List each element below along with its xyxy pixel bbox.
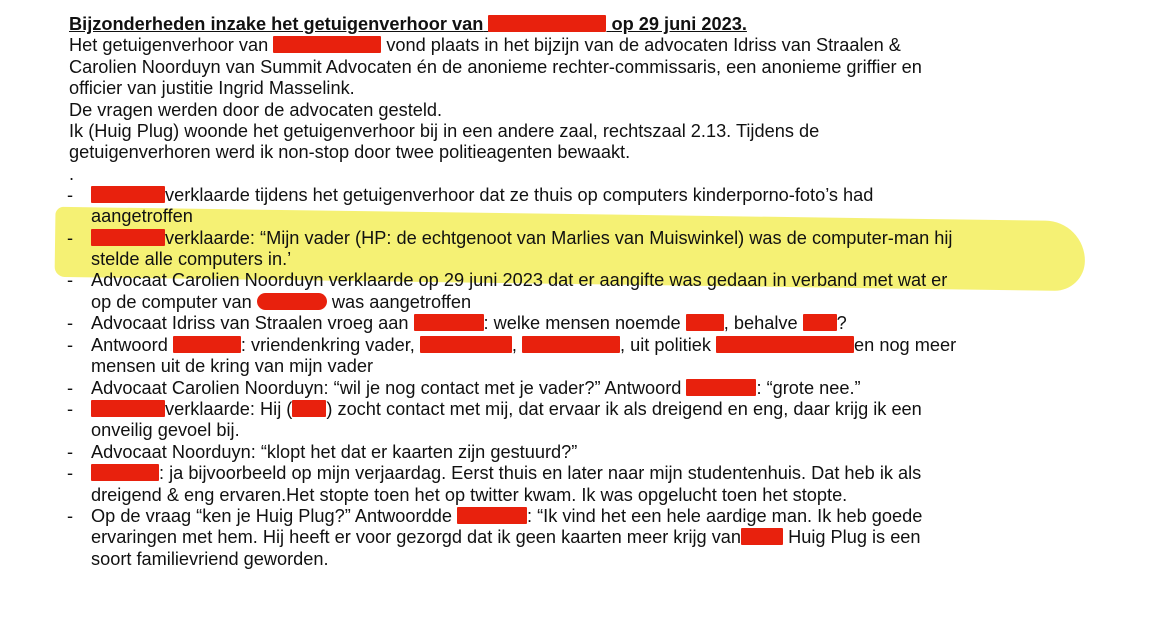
bullet-dash: - [67,313,74,334]
redaction-mark [457,507,527,524]
text-span: mensen uit de kring van mijn vader [91,356,374,377]
text-span: : “grote nee.” [756,377,861,398]
redaction-mark [91,400,165,417]
list-item [69,335,1149,378]
redaction-mark [273,36,381,53]
text-span: dreigend & eng ervaren.Het stopte toen het op twitter kwam. Ik was opgelucht toen het stopte. [91,484,848,505]
text-span: Advocaat Carolien Noorduyn verklaarde op 29 juni 2023 dat er aangifte was gedaan in verband met wat er [91,270,948,291]
title-text-end: op 29 juni 2023. [611,14,747,34]
text-span: Huig Plug is een [788,527,921,548]
text-span: vond plaats in het bijzijn van de advocaten Idriss van Straalen & [386,35,901,56]
redaction-mark [91,464,159,481]
list-item [69,270,1149,313]
stray-dot: . [69,163,75,184]
text-span: op de computer van [91,291,252,312]
text-span: Op de vraag “ken je Huig Plug?” Antwoordde [91,505,452,526]
redaction-mark [488,15,606,32]
document-page [69,14,1149,570]
list-item [69,185,1149,228]
text-span: Advocaat Idriss van Straalen vroeg aan [91,313,409,334]
redaction-mark [91,186,165,203]
redaction-mark [686,379,756,396]
text-span: , behalve [723,313,798,334]
bullet-dash: - [67,398,74,419]
list-item [69,506,1149,570]
bullet-dash: - [67,463,74,484]
text-span: , uit politiek [620,334,711,355]
statement-list [69,185,1149,570]
text-span: stelde alle computers in.’ [91,249,292,270]
text-span: : vriendenkring vader, [240,334,415,355]
text-span: getuigenverhoren werd ik non-stop door twee politieagenten bewaakt. [69,142,631,163]
intro-paragraph-2: De vragen werden door de advocaten gesteld. [69,99,443,120]
redaction-mark [414,314,484,331]
bullet-dash: - [67,334,74,355]
redaction-mark [257,293,327,310]
redaction-mark [173,336,241,353]
list-item [69,463,1149,506]
text-span: verklaarde tijdens het getuigenverhoor dat ze thuis op computers kinderporno-foto’s had [165,184,874,205]
list-item [69,378,1149,399]
bullet-dash: - [67,505,74,526]
text-span: Antwoord [91,334,168,355]
redaction-mark [420,336,512,353]
text-span: Ik (Huig Plug) woonde het getuigenverhoor bij in een andere zaal, rechtszaal 2.13. Tijdens de [69,121,820,142]
text-span: verklaarde: Hij ( [165,398,293,419]
intro-paragraph-3 [69,121,1149,164]
redaction-mark [91,229,165,246]
text-span: Advocaat Noorduyn: “klopt het dat er kaarten zijn gestuurd?” [91,441,578,462]
bullet-dash: - [67,227,74,248]
text-span: : “Ik vind het een hele aardige man. Ik heb goede [527,505,923,526]
text-span: onveilig gevoel bij. [91,420,240,441]
text-span: officier van justitie Ingrid Masselink. [69,78,355,99]
list-item [69,399,1149,442]
text-span: ? [836,313,847,334]
redaction-mark [803,314,837,331]
document-title [69,14,1149,35]
bullet-dash: - [67,184,74,205]
intro-paragraph-1 [69,35,1149,99]
text-span: soort familievriend geworden. [91,548,329,569]
text-span: ) zocht contact met mij, dat ervaar ik als dreigend en eng, daar krijg ik een [326,398,922,419]
text-span: : ja bijvoorbeeld op mijn verjaardag. Eerst thuis en later naar mijn studentenhuis. Dat heb ik als [159,463,922,484]
list-item [69,442,1149,463]
list-item [69,228,1149,271]
text-span: : welke mensen noemde [483,313,681,334]
text-span: verklaarde: “Mijn vader (HP: de echtgenoot van Marlies van Muiswinkel) was de computer-man hij [165,227,953,248]
redaction-mark [741,528,783,545]
bullet-dash: - [67,270,74,291]
text-span: en nog meer [854,334,957,355]
text-span: Advocaat Carolien Noorduyn: “wil je nog contact met je vader?” Antwoord [91,377,682,398]
text-span: was aangetroffen [331,291,472,312]
text-span: ervaringen met hem. Hij heeft er voor gezorgd dat ik geen kaarten meer krijg van [91,527,742,548]
text-span: Carolien Noorduyn van Summit Advocaten én de anonieme rechter-commissaris, een anonieme griffier en [69,56,922,77]
list-item [69,313,1149,334]
redaction-mark [522,336,620,353]
text-span: Het getuigenverhoor van [69,35,269,56]
redaction-mark [292,400,326,417]
text-span: , [511,334,517,355]
text-span: aangetroffen [91,206,193,227]
title-text-start: Bijzonderheden inzake het getuigenverhoor van [69,14,484,34]
bullet-dash: - [67,377,74,398]
bullet-dash: - [67,441,74,462]
redaction-mark [716,336,854,353]
redaction-mark [686,314,724,331]
